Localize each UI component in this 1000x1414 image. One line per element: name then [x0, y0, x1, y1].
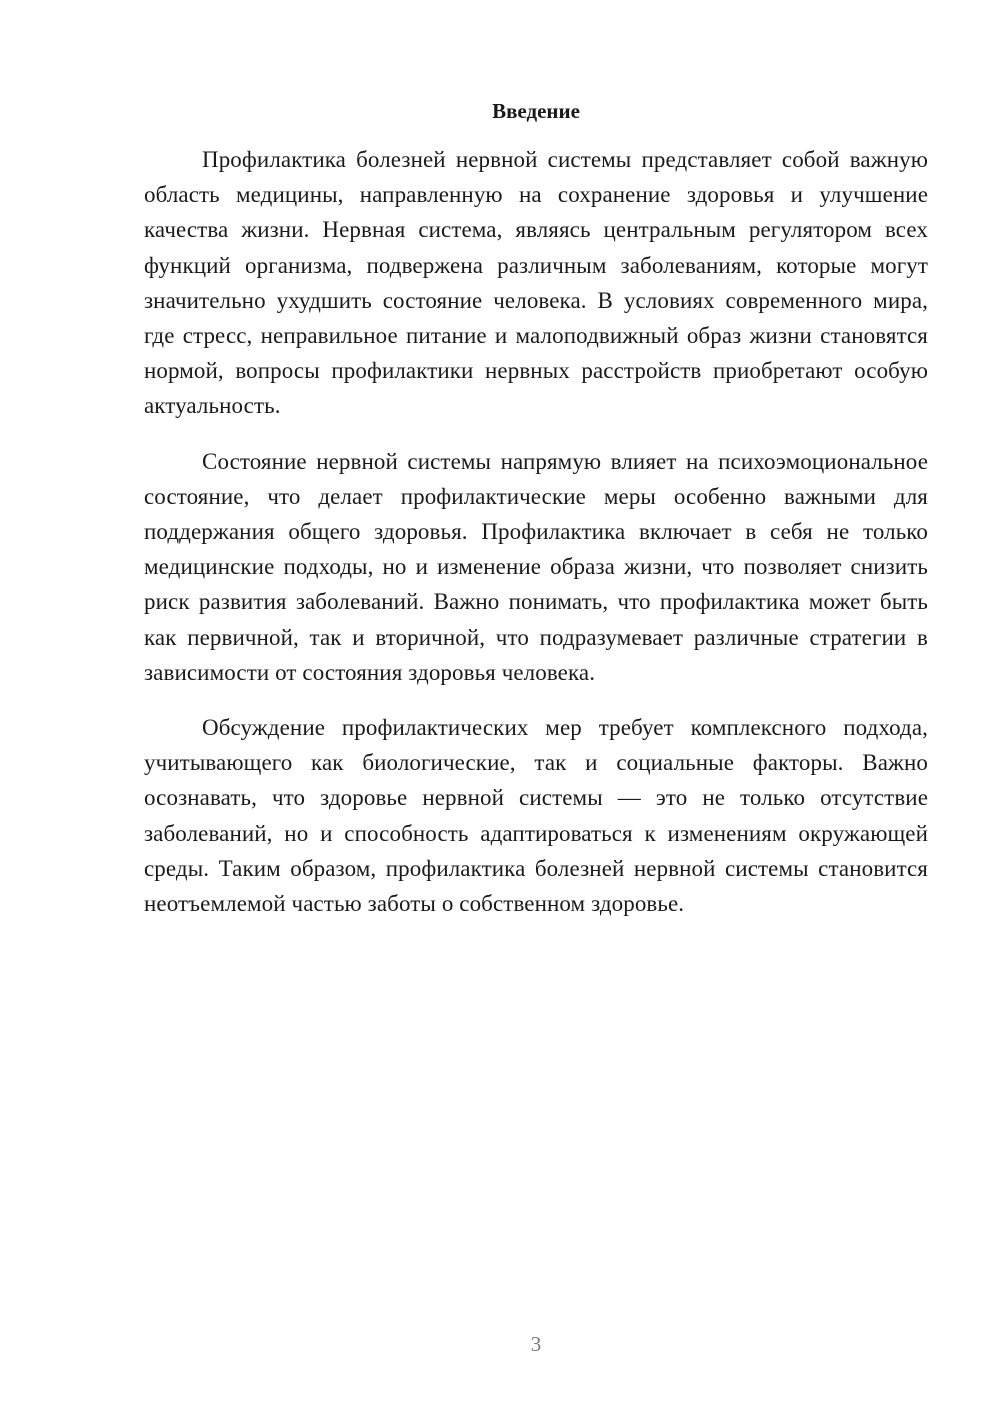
- body-text: [144, 142, 928, 941]
- paragraph-1: Профилактика болезней нервной системы представляет собой важную область медицины, направленную на сохранение здоровья и улучшение качества жизни. Нервная система, являясь центральным регулятором всех функций организма, подвержена различным заболеваниям, которые могут значительно ухудшить состояние человека. В условиях современного мира, где стресс, неправильное питание и малоподвижный образ жизни становятся нормой, вопросы профилактики нервных расстройств приобретают особую актуальность.: [144, 147, 928, 419]
- page-number: 3: [530, 1332, 542, 1356]
- section-title: Введение: [492, 99, 580, 123]
- paragraph-3: Обсуждение профилактических мер требует комплексного подхода, учитывающего как биологические, так и социальные факторы. Важно осознавать, что здоровье нервной системы — это не только отсутствие заболеваний, но и способность адаптироваться к изменениям окружающей среды. Таким образом, профилактика болезней нервной системы становится неотъемлемой частью заботы о собственном здоровье.: [144, 715, 928, 917]
- paragraph-2: Состояние нервной системы напрямую влияет на психоэмоциональное состояние, что делает профилактические меры особенно важными для поддержания общего здоровья. Профилактика включает в себя не только медицинские подходы, но и изменение образа жизни, что позволяет снизить риск развития заболеваний. Важно понимать, что профилактика может быть как первичной, так и вторичной, что подразумевает различные стратегии в зависимости от состояния здоровья человека.: [144, 448, 928, 685]
